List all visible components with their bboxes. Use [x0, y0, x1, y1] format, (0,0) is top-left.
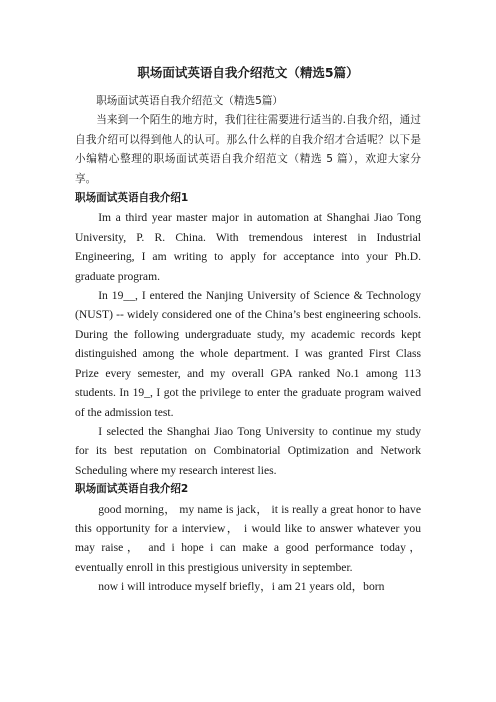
document-body	[75, 92, 421, 597]
section-2-paragraph-1: good morning， my name is jack， it is really a great honor to have this opportunity for a interview， i would like to answer whatever you may raise， and i hope i can make a good performance today， eventually enroll in this prestigious university in september.	[75, 502, 421, 574]
section-1-paragraph-3: I selected the Shanghai Jiao Tong University to continue my study for its best reputation on Combinatorial Optimization and Network Scheduling where my research interest lies.	[75, 424, 421, 477]
document-title: 职场面试英语自我介绍范文（精选5篇）	[137, 65, 359, 80]
section-1-paragraph-2: In 19__, I entered the Nanjing University of Science & Technology (NUST) -- widely considered one of the China’s best engineering schools. During the following undergraduate study, my academic records kept distinguished among the whole department. I was granted First Class Prize every semester, and my overall GPA ranked No.1 among 113 students. In 19_, I got the privilege to enter the graduate program waived of the admission test.	[75, 289, 421, 419]
subtitle-paragraph: 职场面试英语自我介绍范文（精选5篇）	[96, 95, 284, 107]
section-1-paragraph-1: Im a third year master major in automation at Shanghai Jiao Tong University, P. R. China. With tremendous interest in Industrial Engineering, I am writing to apply for acceptance into your Ph.D. graduate program.	[75, 211, 421, 283]
section-2-heading: 职场面试英语自我介绍2	[75, 483, 189, 496]
section-2-paragraph-2: now i will introduce myself briefly，i am 21 years old，born	[98, 580, 385, 594]
intro-paragraph: 当来到一个陌生的地方时，我们往往需要进行适当的.自我介绍，通过自我介绍可以得到他人的认可。那么什么样的自我介绍才合适呢？以下是小编精心整理的职场面试英语自我介绍范文（精选 5 篇），欢迎大家分享。	[75, 114, 421, 185]
section-1-heading: 职场面试英语自我介绍1	[75, 192, 189, 205]
